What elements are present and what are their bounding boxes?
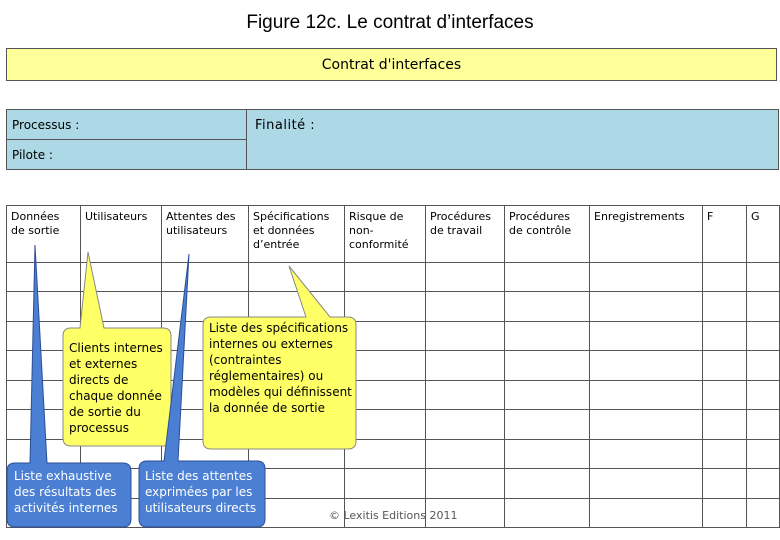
header-procedures-travail: Procédures de travail xyxy=(426,206,505,263)
header-attentes: Attentes des utilisateurs xyxy=(162,206,249,263)
specs-callout-text: Liste des spécifications internes ou externes (contraintes réglementaires) ou modèles qui définissent la donnée de sortie xyxy=(209,321,352,415)
finalite-label: Finalité : xyxy=(246,109,779,170)
pilote-label: Pilote : xyxy=(6,139,247,170)
header-f: F xyxy=(703,206,747,263)
header-specifications: Spécifications et données d’entrée xyxy=(249,206,345,263)
contract-banner: Contrat d'interfaces xyxy=(6,48,777,81)
copyright-notice: © Lexitis Editions 2011 xyxy=(329,509,458,522)
header-enregistrements: Enregistrements xyxy=(590,206,703,263)
header-risque: Risque de non-conformité xyxy=(345,206,426,263)
header-procedures-controle: Procédures de contrôle xyxy=(505,206,590,263)
figure-title: Figure 12c. Le contrat d’interfaces xyxy=(246,12,534,33)
header-donnees-sortie: Données de sortie xyxy=(7,206,81,263)
clients-callout-text: Clients internes et externes directs de chaque donnée de sortie du processus xyxy=(69,341,163,435)
processus-label: Processus : xyxy=(6,109,247,140)
header-utilisateurs: Utilisateurs xyxy=(81,206,162,263)
resultats-callout-text: Liste exhaustive des résultats des activités internes xyxy=(14,469,118,515)
attentes-callout-text: Liste des attentes exprimées par les utilisateurs directs xyxy=(145,469,257,515)
header-g: G xyxy=(747,206,780,263)
